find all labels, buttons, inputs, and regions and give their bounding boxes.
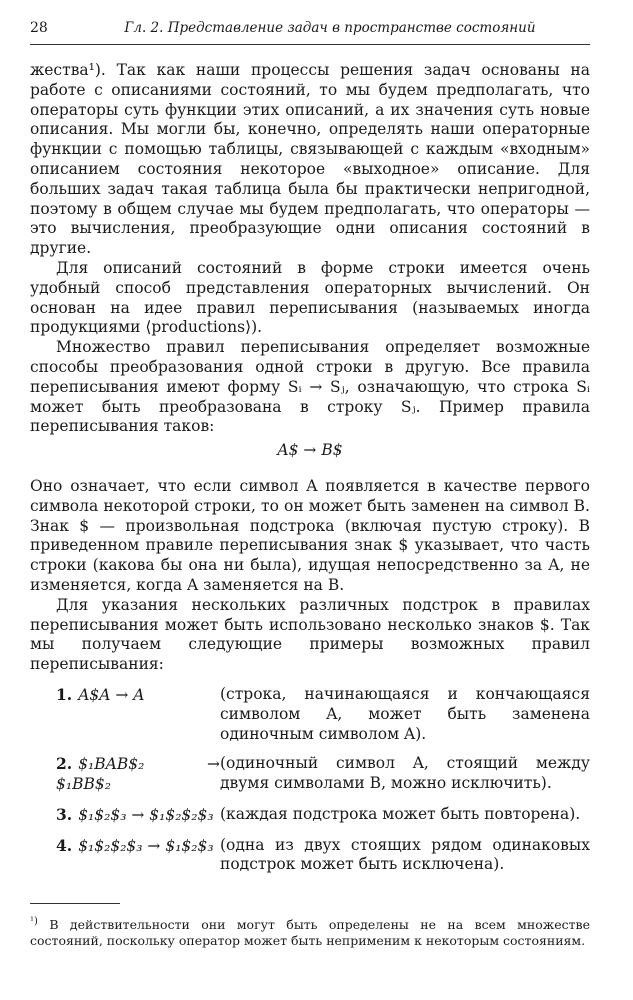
example-rule-formula: A$A → A [78,685,145,704]
example-description: (каждая подстрока может быть повторена). [220,804,581,823]
example-item [30,685,590,744]
example-description: (одиночный символ A, стоящий между двумя символами B, можно исключить). [220,754,590,793]
example-rule: A$ → B$ [277,441,343,460]
example-item [30,754,590,795]
example-number: 3. [56,804,73,824]
running-header [30,20,590,45]
paragraph: жества¹). Так как наши процессы решения задач основаны на работе с описаниями состояний, то мы будем предполагать, что операторы суть функции этих описаний, а их значения суть новые описания. Мы могли бы, конечно, определять наши операторные функции с помощью таблицы, связывающей с каждым «входным» описанием состояния некоторое «выходное» описание. Для больших задач такая таблица была бы практически непригодной, поэтому в общем случае мы будем предполагать, что операторы — это вычисления, преобразующие одни описания состояний в другие. [30,61,590,258]
paragraph: Для указания нескольких различных подстрок в правилах переписывания может быть использовано несколько знаков $. Так мы получаем следующие примеры возможных правил переписывания: [30,595,590,674]
example-number: 2. [56,754,73,774]
paragraph: Оно означает, что если символ A появляется в качестве первого символа некоторой строки, то он может быть заменен на символ B. Знак $ — произвольная подстрока (включая пустую строку). В приведенном правиле переписывания знак $ указывает, что часть строки (какова бы она ни была), идущая непосредственно за A, не изменяется, когда A заменяется на B. [30,476,590,594]
footnote-mark: ¹) [30,916,38,928]
page [30,20,590,949]
running-title: Гл. 2. Представление задач в пространстве состояний [124,20,536,36]
example-rule-formula: $₁$₂$₂$₃ → $₁$₂$₃ [78,836,214,855]
footnote-divider [30,903,120,904]
footnote [30,914,590,949]
example-description: (строка, начинающаяся и кончающаяся символом A, может быть заменена одиночным символом A). [220,684,590,743]
example-number: 4. [56,835,73,855]
example-rule-formula: $₁$₂$₃ → $₁$₂$₂$₃ [78,805,214,824]
example-item [30,805,590,826]
footnote-text: В действительности они могут быть определены не на всем множестве состояний, поскольку оператор может быть неприменим к некоторым состояниям. [30,917,590,949]
paragraph: Множество правил переписывания определяет возможные способы преобразования одной строки в другую. Все правила переписывания имеют форму Sᵢ → Sⱼ, означающую, что строка Sᵢ может быть преобразована в строку Sⱼ. Пример правила переписывания таков: [30,338,590,436]
example-description: (одна из двух стоящих рядом одинаковых подстрок может быть исключена). [220,835,590,874]
paragraph: Для описаний состояний в форме строки имеется очень удобный способ представления операторных вычислений. Он основан на идее правил переписывания (называемых иногда продукциями ⟨productions⟩). [30,258,590,337]
body-text [30,61,590,949]
example-rule-formula: $₁BAB$₂ → $₁BB$₂ [56,755,220,794]
page-number: 28 [30,20,48,36]
example-number: 1. [56,684,73,704]
example-item [30,836,590,876]
